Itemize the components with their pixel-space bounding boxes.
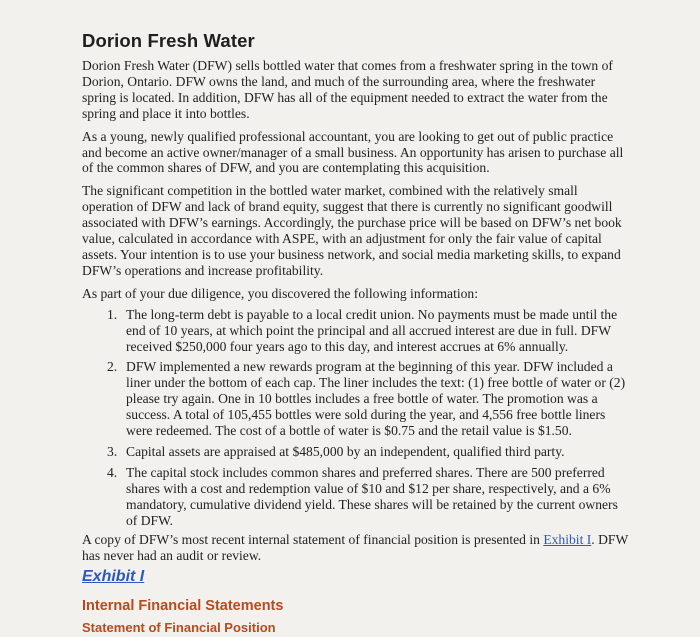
list-item-number: 4. <box>107 464 118 480</box>
list-item-text: The long-term debt is payable to a local credit union. No payments must be made until the end of 10 years, at which point the principal and all accrued interest are due in full. DFW received $250,000 four years ago to this day, and interest accrues at 6% annually. <box>126 306 618 354</box>
list-item-number: 3. <box>107 443 118 459</box>
list-item <box>82 307 632 355</box>
valuation-paragraph: The significant competition in the bottled water market, combined with the relatively small operation of DFW and lack of brand equity, suggest that there is currently no significant goodwill associated with DFW’s earnings. Accordingly, the purchase price will be based on DFW’s net book value, calculated in accordance with ASPE, with an adjustment for only the fair value of capital assets. Your intention is to use your business network, and social media marketing skills, to expand DFW’s operations and increase profitability. <box>82 183 622 278</box>
exhibit-heading: Exhibit I <box>82 568 145 586</box>
statement-heading: Statement of Financial Position <box>82 620 276 636</box>
list-item <box>82 359 632 439</box>
list-item <box>82 444 632 460</box>
list-item-number: 1. <box>107 306 118 322</box>
financial-statements-heading: Internal Financial Statements <box>82 598 284 615</box>
list-item-number: 2. <box>107 359 118 375</box>
list-item <box>82 465 632 529</box>
closing-text-prefix: A copy of DFW’s most recent internal statement of financial position is presented in <box>82 532 544 548</box>
closing-text-suffix: . DFW has never had an audit or review. <box>82 532 629 564</box>
exhibit-link[interactable]: Exhibit I <box>543 532 592 548</box>
diligence-list <box>82 307 632 529</box>
document-title: Dorion Fresh Water <box>82 30 255 51</box>
acquisition-paragraph: As a young, newly qualified professional accountant, you are looking to get out of public practice and become an active owner/manager of a small business. An opportunity has arisen to purchase all of the common shares of DFW, and you are contemplating this acquisition. <box>82 128 624 176</box>
intro-paragraph: Dorion Fresh Water (DFW) sells bottled water that comes from a freshwater spring in the town of Dorion, Ontario. DFW owns the land, and much of the surrounding area, where the freshwater spring is located. In addition, DFW has all of the equipment needed to extract the water from the spring and place it into bottles. <box>82 58 613 121</box>
document-page <box>82 30 632 635</box>
due-diligence-intro: As part of your due diligence, you discovered the following information: <box>82 285 479 301</box>
closing-paragraph <box>82 532 632 564</box>
list-item-text: The capital stock includes common shares and preferred shares. There are 500 preferred shares with a cost and redemption value of $10 and $12 per share, respectively, and a 6% mandatory, cumulative dividend yield. These shares will be retained by the current owners of DFW. <box>126 464 618 528</box>
list-item-text: Capital assets are appraised at $485,000 by an independent, qualified third party. <box>126 443 565 459</box>
list-item-text: DFW implemented a new rewards program at the beginning of this year. DFW included a liner under the bottom of each cap. The liner includes the text: (1) free bottle of water or (2) please try again. One in 10 bottles includes a free bottle of water. The promotion was a success. A total of 105,455 bottles were sold during the year, and 4,556 free bottle liners were redeemed. The cost of a bottle of water is $0.75 and the retail value is $1.50. <box>126 359 626 439</box>
